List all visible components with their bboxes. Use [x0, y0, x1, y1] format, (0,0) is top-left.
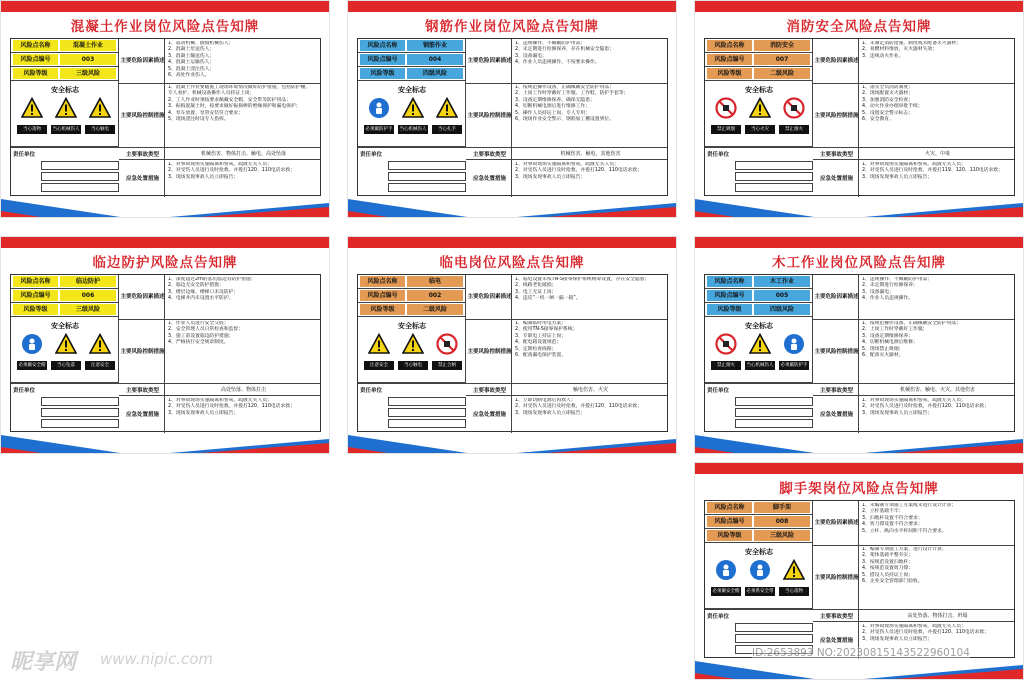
info-value: 临边防护: [60, 276, 116, 287]
safety-sign: [779, 559, 809, 597]
info-value: 二级风险: [407, 304, 463, 315]
safety-sign: [398, 333, 428, 371]
info-key: 风险点编号: [13, 54, 58, 65]
info-key: 风险点名称: [360, 40, 405, 51]
info-row: [705, 275, 813, 289]
accident-type-label: 主要事故类型: [472, 152, 506, 158]
emergency-label: 应急处置措施: [125, 412, 159, 418]
accident-type-label: 主要事故类型: [819, 152, 853, 158]
sign-label: 禁止烟火: [779, 125, 809, 134]
bottom-stripes: [1, 197, 329, 217]
control-measures: 1、混凝土作业要随施工现场环境情况做好防护措施，包括防护棚， 专人看护，机械设备操作人员持证上岗； 2、工人作业时须按要求佩戴安全帽、安全带等防护用品； 3、振捣混凝土时，按要求做好振捣棒的绝缘保护和漏电保护； 4、泵车放置、泵管安装符合要求； 5、现场浇注时设专人指挥。: [168, 85, 311, 123]
warning-sign-icon: [436, 97, 458, 123]
info-value: 钢筋作业: [407, 40, 463, 51]
responsible-box: [388, 183, 466, 192]
info-value: 消防安全: [754, 40, 810, 51]
watermark-site: 昵享网: [10, 650, 77, 675]
safety-sign-title: 安全标志: [398, 322, 426, 330]
info-key: 风险点名称: [360, 276, 405, 287]
risk-description: 1、违规操作、不佩戴防护用品； 2、未定期进行检修保养； 3、设备漏电； 4、作业人员违规操作。: [862, 277, 933, 302]
safety-sign-title: 安全标志: [745, 322, 773, 330]
risk-table: [704, 38, 1015, 196]
sign-label: 注意安全: [85, 361, 115, 370]
safety-signs: [15, 333, 117, 373]
safety-sign: [51, 97, 81, 135]
responsible-box: [41, 183, 119, 192]
safety-sign: [779, 97, 809, 135]
accident-type-label: 主要事故类型: [125, 152, 159, 158]
emergency-label: 应急处置措施: [819, 412, 853, 418]
control-measures: 1、落实全员消防制度； 2、现场配置灭火器材； 3、加强消防安全检查； 4、动火作业办理审批手续； 5、设置安全警示标志； 6、安全教育。: [862, 85, 923, 123]
emergency-label: 应急处置措施: [819, 176, 853, 182]
responsible-box: [41, 397, 119, 406]
info-row: [705, 53, 813, 67]
warning-sign-icon: [715, 559, 737, 585]
control-label: 主要风险控制措施: [120, 113, 165, 119]
warning-sign-icon: [783, 333, 805, 359]
risk-table: [10, 274, 321, 432]
main-risk-label: 主要危险因素描述: [814, 520, 859, 526]
safety-sign-title: 安全标志: [51, 86, 79, 94]
info-key: 风险等级: [707, 304, 752, 315]
info-row: [358, 303, 466, 317]
risk-description: 1、未编制专项施工方案或未进行设计计算； 2、立杆基础不牢； 3、扫地杆设置不符合要求； 4、剪刀撑设置不符合要求； 5、立杆、纵向水平杆间距不符合要求。: [862, 503, 957, 534]
sign-label: 必须戴安全帽: [712, 589, 740, 594]
safety-sign: [432, 333, 462, 371]
emergency-measures: 1、对事故现场实施隔离和警戒，疏散无关人员； 2、对受伤人员进行及时抢救，并拨打120、110电话求救； 3、现场发现事故人员立即报告；: [515, 162, 642, 180]
warning-sign-icon: [749, 559, 771, 585]
info-value: 004: [407, 54, 463, 65]
emergency-label: 应急处置措施: [819, 638, 853, 644]
info-key: 风险点编号: [360, 290, 405, 301]
control-measures: 1、作业人员进行安全交底； 2、安全管理人员日常检查和监督； 3、施工前设置临边防护措施； 4、严格执行安全规章制度。: [168, 321, 244, 346]
sign-label: 注意安全: [364, 361, 394, 370]
warning-sign-icon: [368, 333, 390, 359]
emergency-label: 应急处置措施: [472, 412, 506, 418]
risk-table: [704, 274, 1015, 432]
control-label: 主要风险控制措施: [120, 349, 165, 355]
safety-sign: [364, 97, 394, 141]
responsible-box: [735, 183, 813, 192]
sign-label: 必须系安全带: [746, 589, 774, 594]
control-label: 主要风险控制措施: [814, 575, 859, 581]
responsible-box: [41, 419, 119, 428]
info-key: 风险等级: [13, 68, 58, 79]
warning-sign-icon: [89, 97, 111, 123]
main-risk-label: 主要危险因素描述: [467, 58, 512, 64]
info-value: 三级风险: [60, 304, 116, 315]
sign-label: 当心火灾: [745, 125, 775, 134]
top-red-bar: [1, 1, 329, 12]
info-key: 风险点编号: [707, 516, 752, 527]
board-title: 混凝土作业岗位风险点告知牌: [70, 19, 260, 35]
risk-description: 1、震动机械、摧毁机械伤人； 2、混凝土泵送伤人； 3、混凝土输送伤人； 4、混凝土运输伤人； 5、混凝土浇注伤人； 6、高处作业伤人。: [168, 41, 234, 79]
safety-signs: [709, 333, 811, 377]
responsible-box: [388, 161, 466, 170]
info-key: 风险点名称: [13, 40, 58, 51]
board-title: 临边防护风险点告知牌: [92, 255, 238, 271]
board-title: 钢筋作业岗位风险点告知牌: [425, 19, 599, 35]
info-value: 007: [754, 54, 810, 65]
responsible-box: [388, 397, 466, 406]
emergency-measures: 1、对事故现场实施隔离和警戒，疏散无关人员； 2、对受伤人员进行及时抢救，并拨打120、110电话求救； 3、现场发现事故人员立即报告；: [168, 398, 295, 416]
accident-types: 火灾、中毒: [924, 151, 950, 157]
risk-description: 1、临电设置未按TN-S接零保护系统统筹设置，存在安全隐患； 2、线路老化破损； 3、电工无证上岗； 4、违反“一机一闸一漏一箱”。: [515, 277, 650, 302]
board-title: 消防安全风险点告知牌: [786, 19, 932, 35]
info-value: 005: [754, 290, 810, 301]
bottom-stripes: [695, 659, 1023, 679]
info-row: [705, 515, 813, 529]
board-title: 脚手架岗位风险点告知牌: [779, 481, 939, 497]
info-row: [358, 289, 466, 303]
safety-signs: [709, 97, 811, 137]
info-key: 风险点编号: [707, 290, 752, 301]
accident-type-label: 主要事故类型: [125, 388, 159, 394]
warning-sign-icon: [715, 333, 737, 359]
safety-sign: [364, 333, 394, 371]
responsible-box: [735, 634, 813, 643]
accident-types: 机械伤害、触电、火灾、其他伤害: [899, 387, 975, 393]
info-row: [705, 303, 813, 317]
main-risk-label: 主要危险因素描述: [814, 58, 859, 64]
info-row: [11, 275, 119, 289]
sign-label: 当心落物: [779, 587, 809, 596]
warning-sign-icon: [21, 333, 43, 359]
info-row: [705, 289, 813, 303]
safety-sign: [711, 333, 741, 371]
sign-label: 当心触电: [398, 361, 428, 370]
accident-types: 触电伤害、火灾: [572, 387, 608, 393]
warning-sign-icon: [783, 559, 805, 585]
control-measures: 1、按规范操作设备，正确佩戴安全防护用品； 2、上岗工作时穿戴好工作服、工作鞋、防护手套等； 3、设备定期维修保养，确保无隐患； 4、切断机械电源后进行维修工作； 5、操作人员持证上岗，专人专用； 6、现场作业安全警示，钢筋加工棚设置到位。: [515, 85, 629, 123]
info-value: 混凝土作业: [60, 40, 116, 51]
info-value: 四级风险: [754, 304, 810, 315]
accident-type-label: 主要事故类型: [819, 388, 853, 394]
info-key: 风险点编号: [13, 290, 58, 301]
safety-sign: [745, 97, 775, 135]
responsible-box: [735, 172, 813, 181]
sign-label: 必须戴防护手套: [365, 127, 393, 141]
board-concrete: [0, 0, 330, 218]
top-red-bar: [348, 237, 676, 248]
risk-table: [357, 274, 668, 432]
emergency-label: 应急处置措施: [472, 176, 506, 182]
responsible-label: 责任单位: [707, 614, 730, 620]
board-temp-electric: [347, 236, 677, 454]
safety-sign: [745, 333, 775, 371]
bottom-stripes: [348, 433, 676, 453]
control-label: 主要风险控制措施: [467, 113, 512, 119]
info-row: [358, 53, 466, 67]
info-row: [11, 67, 119, 81]
info-row: [358, 39, 466, 53]
safety-sign: [17, 333, 47, 371]
accident-types: 机械伤害、触电、其他伤害: [560, 151, 621, 157]
accident-types: 高处坠落、物体打击、坍塌: [907, 613, 968, 619]
info-key: 风险等级: [360, 304, 405, 315]
safety-signs: [15, 97, 117, 137]
top-red-bar: [1, 237, 329, 248]
safety-sign: [779, 333, 809, 377]
watermark-id: ID:2653893 NO:20230815143522960104: [752, 647, 970, 659]
info-key: 风险点名称: [707, 40, 752, 51]
info-key: 风险点名称: [707, 276, 752, 287]
bottom-stripes: [695, 433, 1023, 453]
info-value: 临电: [407, 276, 463, 287]
info-value: 002: [407, 290, 463, 301]
responsible-label: 责任单位: [13, 388, 36, 394]
info-row: [11, 39, 119, 53]
emergency-label: 应急处置措施: [125, 176, 159, 182]
safety-sign: [85, 97, 115, 135]
info-row: [11, 53, 119, 67]
safety-sign: [432, 97, 462, 135]
warning-sign-icon: [402, 97, 424, 123]
responsible-box: [735, 408, 813, 417]
sign-label: 必须戴安全帽: [18, 363, 46, 368]
safety-sign: [17, 97, 47, 135]
control-label: 主要风险控制措施: [814, 113, 859, 119]
accident-types: 机械伤害、物体打击、触电、高处坠落: [200, 151, 286, 157]
safety-sign-title: 安全标志: [51, 322, 79, 330]
control-measures: 1、按规范操作设备，正确佩戴安全防护用品； 2、上岗工作时穿戴好工作服； 3、设备定期维修保养； 4、切断机械电源后维修； 5、现场禁止吸烟； 6、配备灭火器材。: [862, 321, 961, 359]
sign-label: 必须戴防护手套: [780, 363, 808, 377]
responsible-box: [735, 161, 813, 170]
board-carpentry: [694, 236, 1024, 454]
warning-sign-icon: [783, 97, 805, 123]
warning-sign-icon: [749, 333, 771, 359]
info-key: 风险等级: [707, 68, 752, 79]
responsible-box: [735, 623, 813, 632]
board-rebar: [347, 0, 677, 218]
info-row: [705, 529, 813, 543]
sign-label: 当心机械伤人: [52, 127, 80, 132]
emergency-measures: 1、对事故现场实施隔离和警戒，疏散无关人员； 2、对受伤人员进行及时抢救，并拨打119、120、110电话求救； 3、现场发现事故人员立即报告；: [862, 162, 1003, 180]
bottom-stripes: [348, 197, 676, 217]
sign-label: 当心机械伤人: [746, 363, 774, 368]
top-red-bar: [348, 1, 676, 12]
accident-types: 高处坠落、物体打击: [220, 387, 266, 393]
warning-sign-icon: [436, 333, 458, 359]
responsible-label: 责任单位: [707, 152, 730, 158]
responsible-label: 责任单位: [360, 152, 383, 158]
info-key: 风险点编号: [707, 54, 752, 65]
board-title: 木工作业岗位风险点告知牌: [772, 255, 946, 271]
info-key: 风险等级: [360, 68, 405, 79]
top-red-bar: [695, 1, 1023, 12]
main-risk-label: 主要危险因素描述: [120, 294, 165, 300]
info-key: 风险点编号: [360, 54, 405, 65]
sign-label: 当心扎手: [432, 125, 462, 134]
responsible-box: [388, 419, 466, 428]
responsible-box: [41, 161, 119, 170]
control-measures: 1、编制临时用电方案； 2、使用TN-S接零保护系统； 3、专职电工持证上岗； 4、配电箱设置规范； 5、定期检查线路； 6、配备漏电保护装置。: [515, 321, 578, 359]
board-fire: [694, 0, 1024, 218]
sign-label: 禁止吸烟: [711, 125, 741, 134]
warning-sign-icon: [715, 97, 737, 123]
responsible-label: 责任单位: [13, 152, 36, 158]
info-value: 三级风险: [60, 68, 116, 79]
main-risk-label: 主要危险因素描述: [814, 294, 859, 300]
safety-signs: [362, 333, 464, 373]
main-risk-label: 主要危险因素描述: [467, 294, 512, 300]
info-row: [358, 275, 466, 289]
board-title: 临电岗位风险点告知牌: [439, 255, 585, 271]
info-value: 木工作业: [754, 276, 810, 287]
emergency-measures: 1、对事故现场实施隔离和警戒，疏散无关人员； 2、对受伤人员进行及时抢救，并拨打120、110电话求救； 3、现场发现事故人员立即报告；: [862, 398, 989, 416]
board-edge-protection: [0, 236, 330, 454]
emergency-measures: 1、对事故现场实施隔离和警戒，疏散无关人员； 2、对受伤人员进行及时抢救，并拨打120、110电话求救； 3、现场发现事故人员立即报告；: [862, 624, 989, 642]
risk-table: [10, 38, 321, 196]
responsible-box: [388, 408, 466, 417]
info-value: 003: [60, 54, 116, 65]
info-value: 006: [60, 290, 116, 301]
responsible-label: 责任单位: [707, 388, 730, 394]
info-row: [11, 303, 119, 317]
safety-sign: [85, 333, 115, 371]
responsible-box: [735, 397, 813, 406]
warning-sign-icon: [749, 97, 771, 123]
warning-sign-icon: [402, 333, 424, 359]
accident-type-label: 主要事故类型: [472, 388, 506, 394]
risk-table: [704, 500, 1015, 658]
sign-label: 当心触电: [85, 125, 115, 134]
safety-sign: [711, 97, 741, 135]
warning-sign-icon: [55, 333, 77, 359]
watermark-url: www.nipic.com: [100, 650, 214, 668]
info-row: [358, 67, 466, 81]
warning-sign-icon: [55, 97, 77, 123]
safety-signs: [362, 97, 464, 141]
risk-description: 1、违规操作、不佩戴防护用品； 2、未定期进行检修保养，存在机械安全隐患； 3、设备漏电； 4、作业人员违规操作，不按要求操作。: [515, 41, 614, 66]
info-row: [705, 501, 813, 515]
responsible-box: [41, 172, 119, 181]
accident-type-label: 主要事故类型: [819, 614, 853, 620]
info-key: 风险等级: [13, 304, 58, 315]
info-row: [11, 289, 119, 303]
emergency-measures: 1、立即切断电源后再救人； 2、对受伤人员进行及时抢救，并拨打120、110电话求救； 3、现场发现事故人员立即报告；: [515, 398, 642, 416]
bottom-stripes: [695, 197, 1023, 217]
safety-sign: [711, 559, 741, 597]
info-value: 二级风险: [754, 68, 810, 79]
control-label: 主要风险控制措施: [467, 349, 512, 355]
sign-label: 当心落物: [17, 125, 47, 134]
info-value: 四级风险: [407, 68, 463, 79]
sign-label: 当心坠落: [51, 361, 81, 370]
sign-label: 禁止烟火: [711, 361, 741, 370]
responsible-box: [388, 172, 466, 181]
responsible-box: [41, 408, 119, 417]
safety-sign: [398, 97, 428, 135]
info-key: 风险点名称: [707, 502, 752, 513]
safety-sign-title: 安全标志: [745, 548, 773, 556]
responsible-label: 责任单位: [360, 388, 383, 394]
risk-description: 1、未制定消防措施、制度或未配备灭火器材； 2、易燃材料堆放、灭火器材失效； 3、违规动火作业。: [862, 41, 961, 59]
sign-label: 禁止合闸: [432, 361, 462, 370]
risk-table: [357, 38, 668, 196]
safety-sign-title: 安全标志: [745, 86, 773, 94]
safety-sign: [51, 333, 81, 371]
control-label: 主要风险控制措施: [814, 349, 859, 355]
info-row: [705, 67, 813, 81]
info-key: 风险等级: [707, 530, 752, 541]
safety-sign: [745, 559, 775, 597]
risk-description: 1、深度超过2m的基坑临边有防护措施； 2、临边无安全防护措施； 3、楼层边缘、楼梯口未设防护； 4、电梯井内未设置水平防护。: [168, 277, 256, 302]
top-red-bar: [695, 463, 1023, 474]
sign-label: 当心机械伤人: [399, 127, 427, 132]
warning-sign-icon: [21, 97, 43, 123]
info-value: 三级风险: [754, 530, 810, 541]
main-risk-label: 主要危险因素描述: [120, 58, 165, 64]
bottom-stripes: [1, 433, 329, 453]
info-value: 008: [754, 516, 810, 527]
info-value: 脚手架: [754, 502, 810, 513]
top-red-bar: [695, 237, 1023, 248]
warning-sign-icon: [368, 97, 390, 123]
responsible-box: [735, 419, 813, 428]
info-key: 风险点名称: [13, 276, 58, 287]
control-measures: 1、编制专项施工方案，进行设计计算； 2、架体基础平整夯实； 3、按规范设置扫地杆； 4、按规范设置剪刀撑； 5、搭设人员持证上岗； 6、企业安全管理部门验收。: [862, 547, 947, 585]
warning-sign-icon: [89, 333, 111, 359]
safety-sign-title: 安全标志: [398, 86, 426, 94]
safety-signs: [709, 559, 811, 599]
info-row: [705, 39, 813, 53]
emergency-measures: 1、对事故现场实施隔离和警戒，疏散无关人员； 2、对受伤人员进行及时抢救，并拨打120、110电话求救； 3、现场发现事故人员立即报告；: [168, 162, 295, 180]
